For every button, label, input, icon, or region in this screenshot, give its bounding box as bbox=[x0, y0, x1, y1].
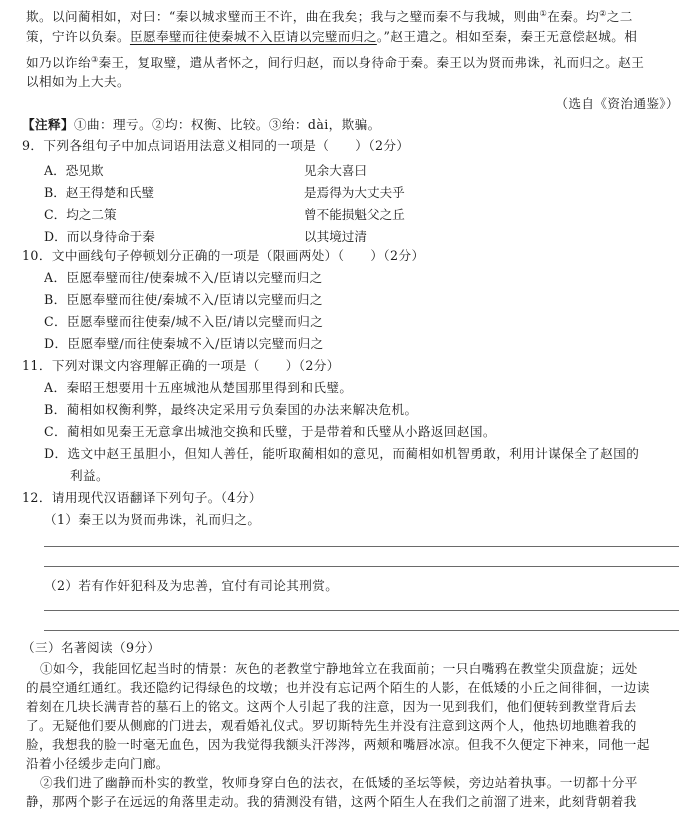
passage-text: 如乃以诈绐 bbox=[26, 55, 91, 71]
question-11-stem: 11．下列对课文内容理解正确的一项是（ ）（2分） bbox=[22, 358, 340, 373]
note-marker-1: ① bbox=[539, 9, 548, 18]
passage-text: 欺。以问蔺相如，对曰：“秦以城求璧而王不许，曲在我矣；我与之璧而秦不与我城，则曲 bbox=[26, 9, 540, 25]
notes-label: 【注释】 bbox=[22, 117, 74, 132]
q9-option-b-left: B．赵王得楚和氏璧 bbox=[44, 185, 155, 200]
note-marker-3: ③ bbox=[90, 55, 99, 64]
q9-option-c-left: C．均之二策 bbox=[44, 207, 117, 222]
passage-text: 策，宁许以负秦。 bbox=[26, 29, 130, 44]
section-3-p1-line: 脸，我想我的脸一时毫无血色，因为我觉得我额头汗涔涔，两颊和嘴唇冰凉。但我不久便定下神来，同他一起 bbox=[26, 737, 650, 752]
passage-line-3 bbox=[26, 52, 679, 71]
section-3-p1-line: 沿着小径缓步走向门廊。 bbox=[26, 756, 169, 771]
q11-option-c: C．蔺相如见秦王无意拿出城池交换和氏璧，于是带着和氏璧从小路返回赵国。 bbox=[44, 424, 496, 439]
q9-option-a-right: 见余大喜曰 bbox=[304, 163, 367, 178]
q10-option-d: D．臣愿奉璧/而往使秦城不入/臣请以完璧而归之 bbox=[44, 336, 324, 351]
passage-text: 秦王，复取璧，遣从者怀之，间行归赵，而以身待命于秦。秦王以为贤而弗诛，礼而归之。赵王 bbox=[98, 55, 645, 71]
note-marker-2: ② bbox=[599, 9, 607, 18]
section-3-p1-line: ①如今，我能回忆起当时的情景：灰色的老教堂宁静地耸立在我面前；一只白嘴鸦在教堂尖顶盘旋；远处 bbox=[40, 661, 638, 676]
q11-option-b: B．蔺相如权衡利弊，最终决定采用亏负秦国的办法来解决危机。 bbox=[44, 402, 418, 417]
section-3-p2-line: 静，那两个影子在远远的角落里走动。我的猜测没有错，这两个陌生人在我们之前溜了进来，此刻背朝着我 bbox=[26, 794, 637, 809]
notes-text: ①曲：理亏。②均：权衡、比较。③绐：dài，欺骗。 bbox=[73, 117, 381, 132]
q10-option-b: B．臣愿奉璧而往使/秦城不入/臣请以完璧而归之 bbox=[44, 292, 323, 307]
q11-option-d: D．选文中赵王虽胆小，但知人善任，能听取蔺相如的意见，而蔺相如机智勇敢，利用计谋保全了赵国的 bbox=[44, 446, 640, 461]
question-10-stem: 10．文中画线句子停顿划分正确的一项是（限画两处）（ ）（2分） bbox=[22, 248, 425, 263]
q9-option-d-left: D．而以身待命于秦 bbox=[44, 229, 155, 244]
q12-sentence-1: （1）秦王以为贤而弗诛，礼而归之。 bbox=[44, 512, 261, 527]
passage-line-2 bbox=[26, 29, 679, 45]
q12-sentence-2: （2）若有作奸犯科及为忠善，宜付有司论其刑赏。 bbox=[44, 578, 339, 593]
answer-line-1[interactable] bbox=[44, 546, 679, 547]
passage-text: 在秦。均 bbox=[547, 9, 600, 25]
q11-option-d-cont: 利益。 bbox=[70, 468, 109, 483]
section-3-p2-line: ②我们进了幽静而朴实的教堂，牧师身穿白色的法衣，在低矮的圣坛等候，旁边站着执事。一切都十分平 bbox=[40, 775, 638, 790]
question-9-stem: 9．下列各组句子中加点词语用法意义相同的一项是（ ）（2分） bbox=[22, 138, 410, 153]
answer-line-4[interactable] bbox=[44, 630, 679, 631]
section-3-p1-line: 着刻在几块长满青苔的墓石上的铭文。这两个人引起了我的注意，因为一见到我们，他们便转到教堂背后去 bbox=[26, 699, 637, 714]
section-3-p1-line: 的晨空通红通红。我还隐约记得绿色的坟墩；也并没有忘记两个陌生的人影，在低矮的小丘之间徘徊，一边读 bbox=[26, 680, 650, 695]
q9-option-b-right: 是焉得为大丈夫乎 bbox=[304, 185, 405, 200]
q9-option-a-left: A．恐见欺 bbox=[44, 163, 104, 178]
passage-text: 。”赵王遣之。相如至秦，秦王无意偿赵城。相 bbox=[376, 29, 638, 44]
q10-option-c: C．臣愿奉璧而往使秦/城不入臣/请以完璧而归之 bbox=[44, 314, 324, 329]
underlined-sentence: 臣愿奉璧而往使秦城不入臣请以完璧而归之 bbox=[129, 29, 377, 44]
passage-line-1 bbox=[26, 6, 679, 25]
question-12-stem: 12．请用现代汉语翻译下列句子。（4分） bbox=[22, 490, 262, 505]
notes-line bbox=[22, 117, 679, 133]
passage-text: 之二 bbox=[606, 9, 633, 25]
q11-option-a: A．秦昭王想要用十五座城池从楚国那里得到和氏璧。 bbox=[44, 380, 353, 395]
passage-line-4: 以相如为上大夫。 bbox=[26, 74, 130, 89]
q9-option-c-right: 曾不能损魁父之丘 bbox=[304, 207, 405, 222]
answer-line-2[interactable] bbox=[44, 566, 679, 567]
passage-source: （选自《资治通鉴》） bbox=[555, 96, 679, 111]
answer-line-3[interactable] bbox=[44, 610, 679, 611]
q10-option-a: A．臣愿奉璧而往/使秦城不入/臣请以完璧而归之 bbox=[44, 270, 323, 285]
section-3-title: （三）名著阅读（9分） bbox=[22, 640, 161, 655]
section-3-p1-line: 了。无疑他们要从侧廊的门进去，观看婚礼仪式。罗切斯特先生并没有注意到这两个人，他热切地瞧着我的 bbox=[26, 718, 637, 733]
q9-option-d-right: 以其境过清 bbox=[304, 229, 367, 244]
